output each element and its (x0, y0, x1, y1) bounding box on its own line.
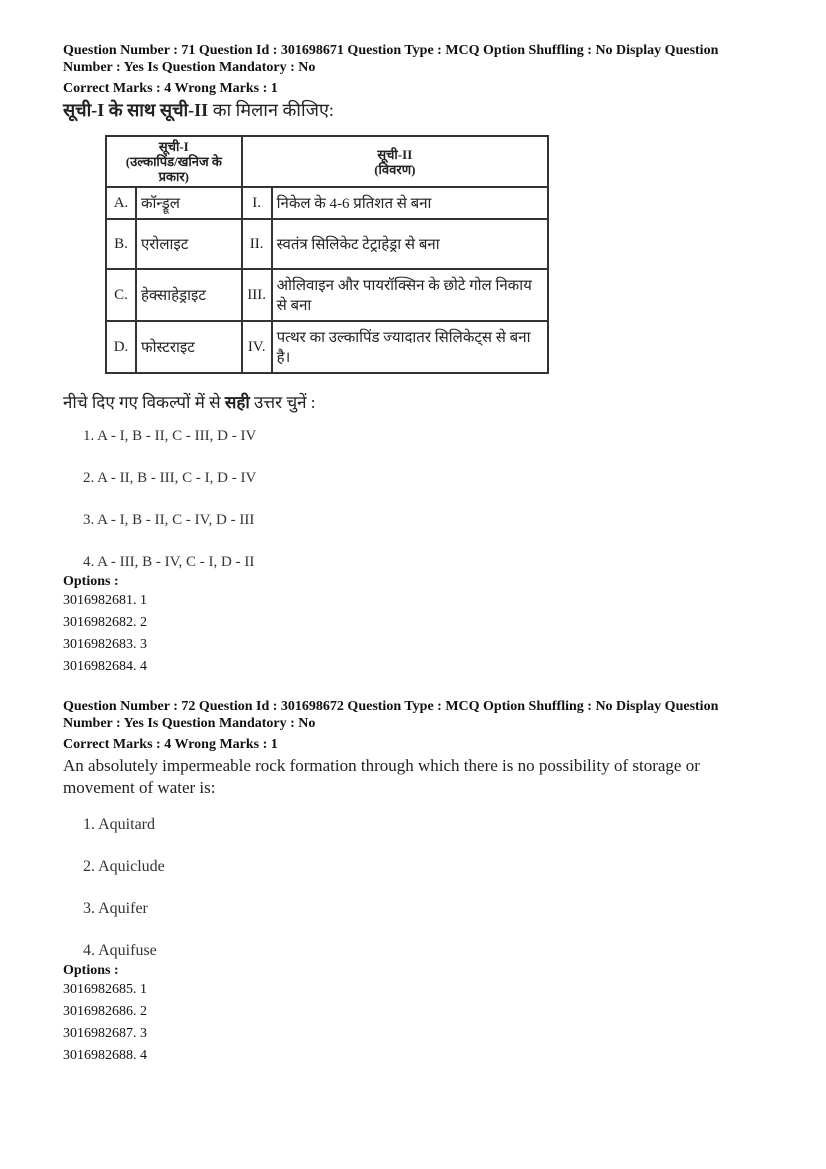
list1-item: हेक्साहेड्राइट (136, 269, 242, 321)
q71-prompt-bold: सूची-II (159, 100, 209, 120)
option-item: 3016982688. 4 (63, 1048, 147, 1063)
q72-marks: Correct Marks : 4 Wrong Marks : 1 (63, 737, 278, 752)
list1-subtitle: (उल्कापिंड/खनिज के प्रकार) (125, 154, 222, 184)
q71-options (63, 590, 763, 678)
q71-options-label: Options : (63, 574, 119, 589)
choice-item: 3. A - I, B - II, C - IV, D - III (83, 512, 255, 528)
row-label: D. (106, 321, 136, 373)
table-row (106, 187, 548, 219)
q71-match-table (105, 135, 549, 374)
row-numeral: IV. (242, 321, 272, 373)
q72-choices (83, 815, 763, 963)
spacer (63, 678, 763, 698)
option-item: 3016982683. 3 (63, 637, 147, 652)
list2-item: स्वतंत्र सिलिकेट टेट्राहेड्रा से बना (272, 219, 548, 269)
q71-instr-bold: सही (224, 393, 250, 412)
q71-meta-line2: Number : Yes Is Question Mandatory : No (63, 60, 316, 75)
table-header-row (106, 136, 548, 187)
list2-title: सूची-II (377, 146, 413, 162)
row-label: C. (106, 269, 136, 321)
list1-item: कॉन्ड्रूल (136, 187, 242, 219)
q72-options (63, 979, 763, 1067)
q71-instruction (63, 392, 763, 414)
table-row (106, 321, 548, 373)
choice-item: 1. A - I, B - II, C - III, D - IV (83, 428, 257, 444)
q71-prompt-post: का मिलान कीजिए: (212, 100, 334, 120)
option-item: 3016982687. 3 (63, 1026, 147, 1041)
option-item: 3016982686. 2 (63, 1004, 147, 1019)
option-item: 3016982684. 4 (63, 659, 147, 674)
q71-meta (63, 42, 763, 76)
list2-item: ओलिवाइन और पायरॉक्सिन के छोटे गोल निकाय से बना (272, 269, 548, 321)
q72-meta-line2: Number : Yes Is Question Mandatory : No (63, 716, 316, 731)
q72-meta-line1: Question Number : 72 Question Id : 301698672 Question Type : MCQ Option Shuffling : No Display Question (63, 699, 719, 714)
choice-item: 2. Aquiclude (83, 858, 165, 875)
q72-prompt: An absolutely impermeable rock formation through which there is no possibility of storage or movement of water is: (63, 756, 700, 797)
list2-item: निकेल के 4-6 प्रतिशत से बना (272, 187, 548, 219)
list2-header (242, 136, 548, 187)
exam-page (63, 42, 763, 1067)
q71-meta-line1: Question Number : 71 Question Id : 301698671 Question Type : MCQ Option Shuffling : No Display Question (63, 43, 719, 58)
choice-item: 4. A - III, B - IV, C - I, D - II (83, 554, 255, 570)
choice-item: 1. Aquitard (83, 816, 155, 833)
row-label: A. (106, 187, 136, 219)
q71-marks: Correct Marks : 4 Wrong Marks : 1 (63, 81, 278, 96)
q72-meta (63, 698, 763, 732)
q71-choices (83, 426, 763, 574)
choice-item: 3. Aquifer (83, 900, 148, 917)
q71-instr-pre: नीचे दिए गए विकल्पों में से (63, 393, 221, 412)
option-item: 3016982681. 1 (63, 593, 147, 608)
choice-item: 4. Aquifuse (83, 942, 157, 959)
list1-header (106, 136, 242, 187)
list1-item: एरोलाइट (136, 219, 242, 269)
option-item: 3016982685. 1 (63, 982, 147, 997)
q71-prompt-pre: सूची-I के साथ (63, 100, 156, 120)
list2-item: पत्थर का उल्कापिंड ज्यादातर सिलिकेट्स से बना है। (272, 321, 548, 373)
q72-options-label: Options : (63, 963, 119, 978)
row-numeral: I. (242, 187, 272, 219)
list2-subtitle: (विवरण) (374, 161, 416, 177)
row-numeral: III. (242, 269, 272, 321)
table-row (106, 269, 548, 321)
table-row (106, 219, 548, 269)
row-label: B. (106, 219, 136, 269)
choice-item: 2. A - II, B - III, C - I, D - IV (83, 470, 257, 486)
list1-item: फोस्टराइट (136, 321, 242, 373)
row-numeral: II. (242, 219, 272, 269)
list1-title: सूची-I (158, 139, 189, 154)
q71-instr-post: उत्तर चुनें : (254, 393, 316, 412)
option-item: 3016982682. 2 (63, 615, 147, 630)
q71-prompt (63, 99, 763, 121)
